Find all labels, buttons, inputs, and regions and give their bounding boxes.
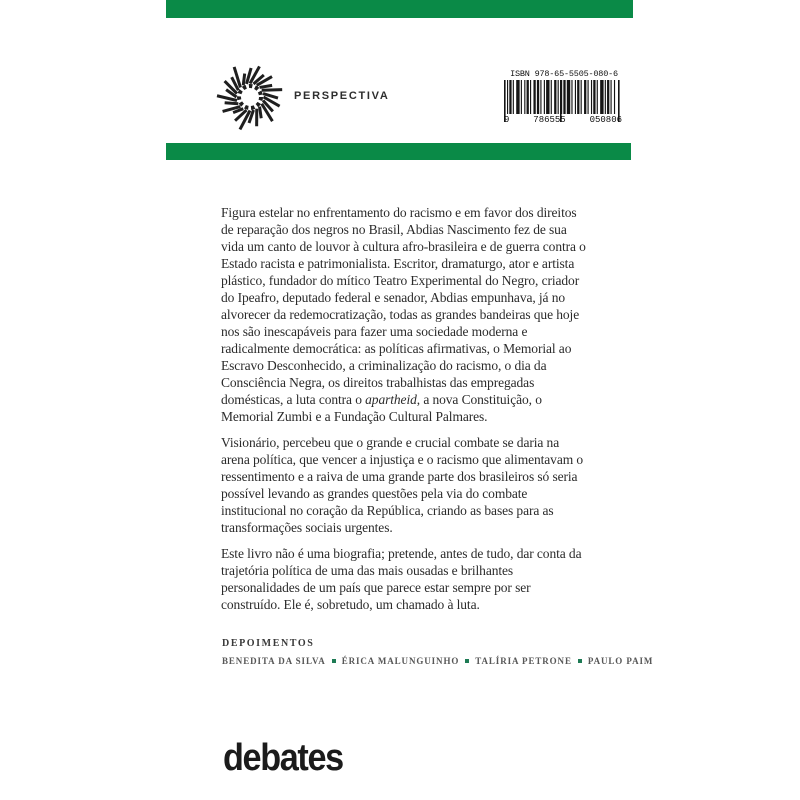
blurb-paragraph-2: Visionário, percebeu que o grande e crucial combate se daria na arena política, que vencer a injustiça e o racismo que alimentavam o ressentimento e a raiva de uma grande parte dos brasileiros só seria possível levando as grandes questões pela via do combate institucional no coração da República, criando as bases para as transformações sociais urgentes.	[221, 435, 584, 535]
testimonial-names	[222, 656, 654, 666]
testimonial-name: BENEDITA DA SILVA	[222, 656, 326, 666]
middle-green-band	[166, 143, 631, 160]
barcode-digit-group: 786555	[533, 115, 566, 125]
bullet-square-icon	[332, 659, 336, 663]
blurb-paragraph-1	[221, 204, 589, 425]
blurb-text: , a nova Constituição, o Memorial Zumbi e a Fundação Cultural Palmares.	[221, 392, 542, 424]
testimonial-name: PAULO PAIM	[587, 656, 654, 666]
publisher-name: PERSPECTIVA	[294, 90, 390, 102]
blurb-italic-word: apartheid	[365, 392, 417, 407]
barcode-digit-group: 050806	[589, 115, 622, 125]
barcode-digit-group: 9	[504, 115, 510, 125]
barcode-digits	[504, 115, 624, 125]
isbn-label: ISBN 978-65-5505-080-6	[510, 69, 618, 79]
top-green-bar	[166, 0, 633, 18]
blurb-paragraph-3: Este livro não é uma biografia; pretende, antes de tudo, dar conta da trajetória política de uma das mais ousadas e brilhantes personalidades de um país que parece estar sempre por ser construído. Ele é, sobretudo, um chamado à luta.	[221, 546, 582, 612]
bullet-square-icon	[578, 659, 582, 663]
bullet-square-icon	[465, 659, 469, 663]
testimonial-name: TALÍRIA PETRONE	[475, 656, 572, 666]
perspectiva-starburst-icon	[210, 57, 290, 137]
back-cover-blurb	[221, 204, 589, 622]
testimonials-heading: DEPOIMENTOS	[222, 638, 315, 649]
blurb-text: Figura estelar no enfrentamento do racismo e em favor dos direitos de reparação dos negros no Brasil, Abdias Nascimento fez de sua vida um canto de louvor à cultura afro-brasileira e de guerra contra o Estado racista e patrimonialista. Escritor, dramaturgo, ator e artista plástico, fundador do mítico Teatro Experimental do Negro, criador do Ipeafro, deputado federal e senador, Abdias empunhava, já no alvorecer da redemocratização, todas as grandes bandeiras que hoje nos são inescapáveis para fazer uma sociedade moderna e radicalmente democrática: as políticas afirmativas, o Memorial ao Escravo Desconhecido, a criminalização do racismo, o dia da Consciência Negra, os direitos trabalhistas das empregadas domésticas, a luta contra o	[221, 205, 586, 407]
series-logo-debates: debates	[223, 737, 343, 779]
isbn-barcode	[504, 69, 624, 131]
testimonial-name: ÉRICA MALUNGUINHO	[341, 656, 460, 666]
testimonials-section	[222, 638, 654, 666]
